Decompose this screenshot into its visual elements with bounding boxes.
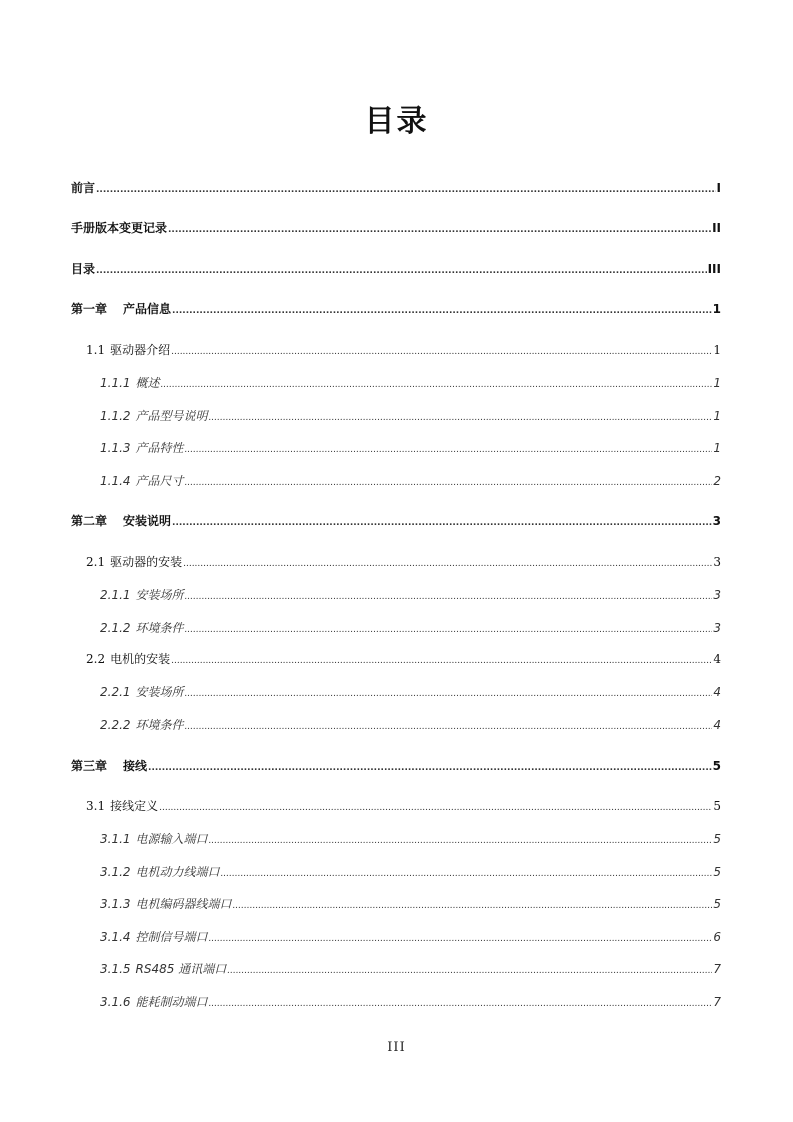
toc-entry-label (86, 554, 182, 570)
toc-dot-leader (161, 377, 713, 393)
toc-entry-number: 1.1.4 (100, 474, 131, 488)
toc-entry-page: 1 (712, 302, 721, 316)
toc-entry-number: 3.1.2 (100, 865, 131, 879)
toc-entry[interactable] (71, 180, 721, 198)
toc-entry[interactable] (86, 798, 721, 816)
toc-entry-number: 第一章 (71, 302, 108, 316)
toc-dot-leader (171, 344, 712, 360)
toc-entry[interactable] (71, 261, 721, 279)
toc-entry-text: RS485 通讯端口 (135, 962, 227, 976)
toc-dot-leader (183, 556, 712, 572)
toc-entry-page: 1 (713, 441, 721, 455)
toc-entry-label (100, 831, 208, 847)
toc-entry-page: 3 (713, 555, 721, 569)
toc-entry-text: 目录 (71, 262, 96, 276)
toc-dot-leader (148, 760, 712, 776)
toc-entry[interactable] (100, 408, 721, 426)
toc-entry-page: 1 (713, 409, 721, 423)
toc-dot-leader (168, 222, 711, 238)
toc-entry-text: 电机的安装 (110, 652, 171, 666)
toc-entry-text: 安装场所 (135, 685, 184, 699)
toc-entry-page: 1 (713, 343, 721, 357)
toc-entry[interactable] (86, 554, 721, 572)
toc-entry[interactable] (100, 864, 721, 882)
toc-dot-leader (185, 719, 713, 735)
toc-entry-number: 2.1.2 (100, 621, 131, 635)
toc-dot-leader (96, 182, 716, 198)
toc-entry-text: 产品尺寸 (135, 474, 184, 488)
toc-entry-label (71, 180, 95, 196)
toc-entry-text: 能耗制动端口 (135, 995, 208, 1009)
toc-entry-label (86, 798, 158, 814)
toc-entry-label (100, 994, 208, 1010)
toc-entry-page: 5 (713, 865, 721, 879)
toc-entry-number: 3.1.4 (100, 930, 131, 944)
toc-entry-number: 1.1.1 (100, 376, 131, 390)
toc-entry-number: 3.1 (86, 799, 106, 813)
toc-entry[interactable] (71, 301, 721, 319)
toc-entry-label (100, 684, 184, 700)
toc-entry-label (71, 758, 147, 774)
toc-dot-leader (227, 963, 712, 979)
toc-entry-label (71, 301, 171, 317)
toc-dot-leader (209, 410, 713, 426)
toc-entry-number: 2.2.2 (100, 718, 131, 732)
toc-dot-leader (185, 622, 713, 638)
toc-dot-leader (96, 263, 707, 279)
toc-entry-text: 电源输入端口 (135, 832, 208, 846)
toc-entry[interactable] (100, 684, 721, 702)
toc-dot-leader (209, 996, 713, 1012)
toc-dot-leader (159, 800, 712, 816)
toc-entry-number: 1.1 (86, 343, 106, 357)
toc-entry-label (100, 864, 220, 880)
toc-entry-text: 产品信息 (123, 302, 172, 316)
toc-entry[interactable] (100, 587, 721, 605)
toc-entry[interactable] (100, 994, 721, 1012)
toc-entry[interactable] (86, 651, 721, 669)
toc-dot-leader (209, 833, 713, 849)
toc-entry-text: 产品特性 (135, 441, 184, 455)
toc-entry-page: 4 (713, 685, 721, 699)
toc-entry-page: 3 (713, 621, 721, 635)
toc-entry[interactable] (100, 717, 721, 735)
toc-entry-number: 1.1.2 (100, 409, 131, 423)
toc-entry-label (100, 587, 184, 603)
toc-entry[interactable] (100, 620, 721, 638)
toc-entry-page: 4 (713, 652, 721, 666)
toc-entry[interactable] (100, 961, 721, 979)
toc-entry-label (71, 261, 95, 277)
toc-entry-text: 环境条件 (135, 621, 184, 635)
toc-dot-leader (221, 866, 713, 882)
toc-entry-text: 控制信号端口 (135, 930, 208, 944)
toc-entry-page: 4 (713, 718, 721, 732)
toc-entry-text: 安装说明 (123, 514, 172, 528)
toc-entry-page: 2 (713, 474, 721, 488)
toc-entry-number: 2.1 (86, 555, 106, 569)
toc-entry[interactable] (100, 375, 721, 393)
toc-entry[interactable] (71, 513, 721, 531)
toc-entry-page: 1 (713, 376, 721, 390)
toc-entry-page: 3 (712, 514, 721, 528)
toc-entry-label (100, 375, 160, 391)
toc-entry-number: 3.1.1 (100, 832, 131, 846)
toc-entry-number: 3.1.3 (100, 897, 131, 911)
toc-entry-number: 第二章 (71, 514, 108, 528)
toc-entry-page: III (707, 262, 721, 276)
toc-entry-label (100, 440, 184, 456)
toc-entry-label (100, 929, 208, 945)
toc-entry-page: 7 (713, 995, 721, 1009)
toc-entry-text: 安装场所 (135, 588, 184, 602)
toc-entry-text: 概述 (135, 376, 160, 390)
toc-entry-page: 3 (713, 588, 721, 602)
toc-entry[interactable] (100, 929, 721, 947)
toc-entry[interactable] (71, 758, 721, 776)
toc-entry-text: 前言 (71, 181, 96, 195)
toc-entry[interactable] (100, 473, 721, 491)
toc-entry-number: 2.2 (86, 652, 106, 666)
toc-entry-label (86, 342, 170, 358)
toc-entry-page: 5 (713, 832, 721, 846)
toc-entry-text: 产品型号说明 (135, 409, 208, 423)
toc-entry[interactable] (100, 831, 721, 849)
toc-entry-label (71, 513, 171, 529)
toc-dot-leader (209, 931, 713, 947)
page-title: 目录 (364, 104, 429, 139)
toc-entry-text: 接线 (123, 759, 148, 773)
toc-entry-text: 驱动器的安装 (110, 555, 183, 569)
toc-entry[interactable] (71, 220, 721, 238)
toc-entry-number: 2.1.1 (100, 588, 131, 602)
toc-entry-number: 第三章 (71, 759, 108, 773)
toc-entry-text: 电机动力线端口 (135, 865, 220, 879)
toc-entry-page: 7 (713, 962, 721, 976)
toc-entry-label (100, 896, 232, 912)
page-number-footer: III (387, 1040, 406, 1055)
toc-entry-label (86, 651, 170, 667)
toc-entry-label (100, 717, 184, 733)
toc-entry-label (100, 408, 208, 424)
toc-dot-leader (185, 589, 713, 605)
toc-entry-label (100, 620, 184, 636)
toc-dot-leader (172, 515, 712, 531)
toc-entry-label (71, 220, 167, 236)
toc-entry-page: 5 (713, 897, 721, 911)
toc-dot-leader (171, 653, 712, 669)
toc-entry[interactable] (100, 440, 721, 458)
toc-entry-number: 1.1.3 (100, 441, 131, 455)
toc-entry-label (100, 473, 184, 489)
toc-dot-leader (172, 303, 712, 319)
toc-dot-leader (185, 475, 713, 491)
toc-entry-text: 驱动器介绍 (110, 343, 171, 357)
toc-entry[interactable] (86, 342, 721, 360)
toc-entry-label (100, 961, 226, 977)
toc-entry-page: II (712, 221, 721, 235)
toc-entry[interactable] (100, 896, 721, 914)
toc-entry-text: 环境条件 (135, 718, 184, 732)
toc-dot-leader (185, 442, 713, 458)
toc-entry-text: 接线定义 (110, 799, 159, 813)
toc-entry-number: 3.1.6 (100, 995, 131, 1009)
toc-entry-text: 手册版本变更记录 (71, 221, 168, 235)
toc-entry-text: 电机编码器线端口 (135, 897, 232, 911)
toc-entry-number: 3.1.5 (100, 962, 131, 976)
toc-dot-leader (233, 898, 713, 914)
toc-entry-page: 6 (713, 930, 721, 944)
toc-entry-number: 2.2.1 (100, 685, 131, 699)
toc-entry-page: 5 (712, 759, 721, 773)
toc-dot-leader (185, 686, 713, 702)
toc-entry-page: 5 (713, 799, 721, 813)
toc-entry-page: I (716, 181, 721, 195)
